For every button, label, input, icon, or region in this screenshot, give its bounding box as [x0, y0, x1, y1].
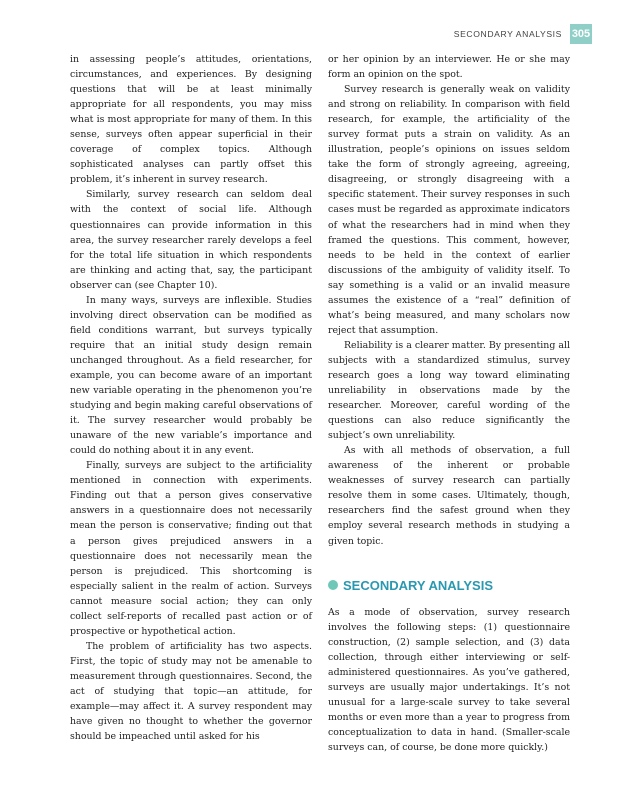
paragraph: The problem of artificiality has two aspects. First, the topic of study may not be amenable to measurement through questionnaires. Second, the act of studying that topic—an attitude, for example—may affect it. A survey respondent may have given no thought to whether the governor should be impeached until asked for his	[70, 640, 312, 743]
paragraph: In many ways, surveys are inflexible. Studies involving direct observation can be modified as field conditions warrant, but surveys typically require that an initial study design remain unchanged throughout. As a field researcher, for example, you can become aware of an important new variable operating in the phenomenon you’re studying and begin making careful observations of it. The survey researcher would probably be unaware of the new variable’s importance and could do nothing about it in any event.	[70, 294, 312, 457]
right-column	[328, 52, 570, 755]
section-heading-text: SECONDARY ANALYSIS	[343, 577, 494, 593]
paragraph: in assessing people’s attitudes, orientations, circumstances, and experiences. By designing questions that will be at least minimally appropriate for all respondents, you may miss what is most appropriate for many of them. In this sense, surveys often appear superficial in their coverage of complex topics. Although sophisticated analyses can partly offset this problem, it’s inherent in survey research.	[70, 54, 312, 186]
paragraph: Survey research is generally weak on validity and strong on reliability. In comparison with field research, for example, the artificiality of the survey format puts a strain on validity. As an illustration, people’s opinions on issues seldom take the form of strongly agreeing, agreeing, disagreeing, or strongly disagreeing with a specific statement. Their survey responses in such cases must be regarded as approximate indicators of what the researchers had in mind when they framed the questions. This comment, however, needs to be held in the context of earlier discussions of the ambiguity of validity itself. To say something is a valid or an invalid measure assumes the existence of a “real” definition of what’s being measured, and many scholars now reject that assumption.	[328, 84, 570, 336]
paragraph: Finally, surveys are subject to the artificiality mentioned in connection with experiments. Finding out that a person gives conservative answers in a questionnaire does not necessarily mean the person is conservative; finding out that a person gives prejudiced answers in a questionnaire does not necessarily mean the person is prejudiced. This shortcoming is especially salient in the realm of action. Surveys cannot measure social action; they can only collect self-reports of recalled past action or of prospective or hypothetical action.	[70, 460, 312, 637]
paragraph: As with all methods of observation, a full awareness of the inherent or probable weaknesses of survey research can partially resolve them in some cases. Ultimately, though, researchers find the safest ground when they employ several research methods in studying a given topic.	[328, 445, 570, 547]
paragraph: Reliability is a clearer matter. By presenting all subjects with a standardized stimulus, survey research goes a long way toward eliminating unreliability in observations made by the researcher. Moreover, careful wording of the questions can also reduce significantly the subject’s own unreliability.	[328, 339, 570, 442]
page-number: 305	[570, 24, 592, 44]
paragraph: or her opinion by an interviewer. He or she may form an opinion on the spot.	[328, 54, 570, 81]
section-paragraph: As a mode of observation, survey research involves the following steps: (1) questionnaire construction, (2) sample selection, and (3) data collection, through either interviewing or self-administered questionnaires. As you’ve gathered, surveys are usually major undertakings. It’s not unusual for a large-scale survey to take several months or even more than a year to progress from conceptualization to data in hand. (Smaller-scale surveys can, of course, be done more quickly.)	[328, 606, 570, 753]
running-head	[454, 24, 592, 44]
running-head-section: SECONDARY ANALYSIS	[453, 29, 562, 39]
paragraph: Similarly, survey research can seldom deal with the context of social life. Although questionnaires can provide information in this area, the survey researcher rarely develops a feel for the total life situation in which respondents are thinking and acting that, say, the participant observer can (see Chapter 10).	[70, 189, 312, 291]
section-heading	[328, 578, 570, 593]
heading-bullet-icon	[328, 580, 338, 590]
left-column	[70, 52, 312, 744]
